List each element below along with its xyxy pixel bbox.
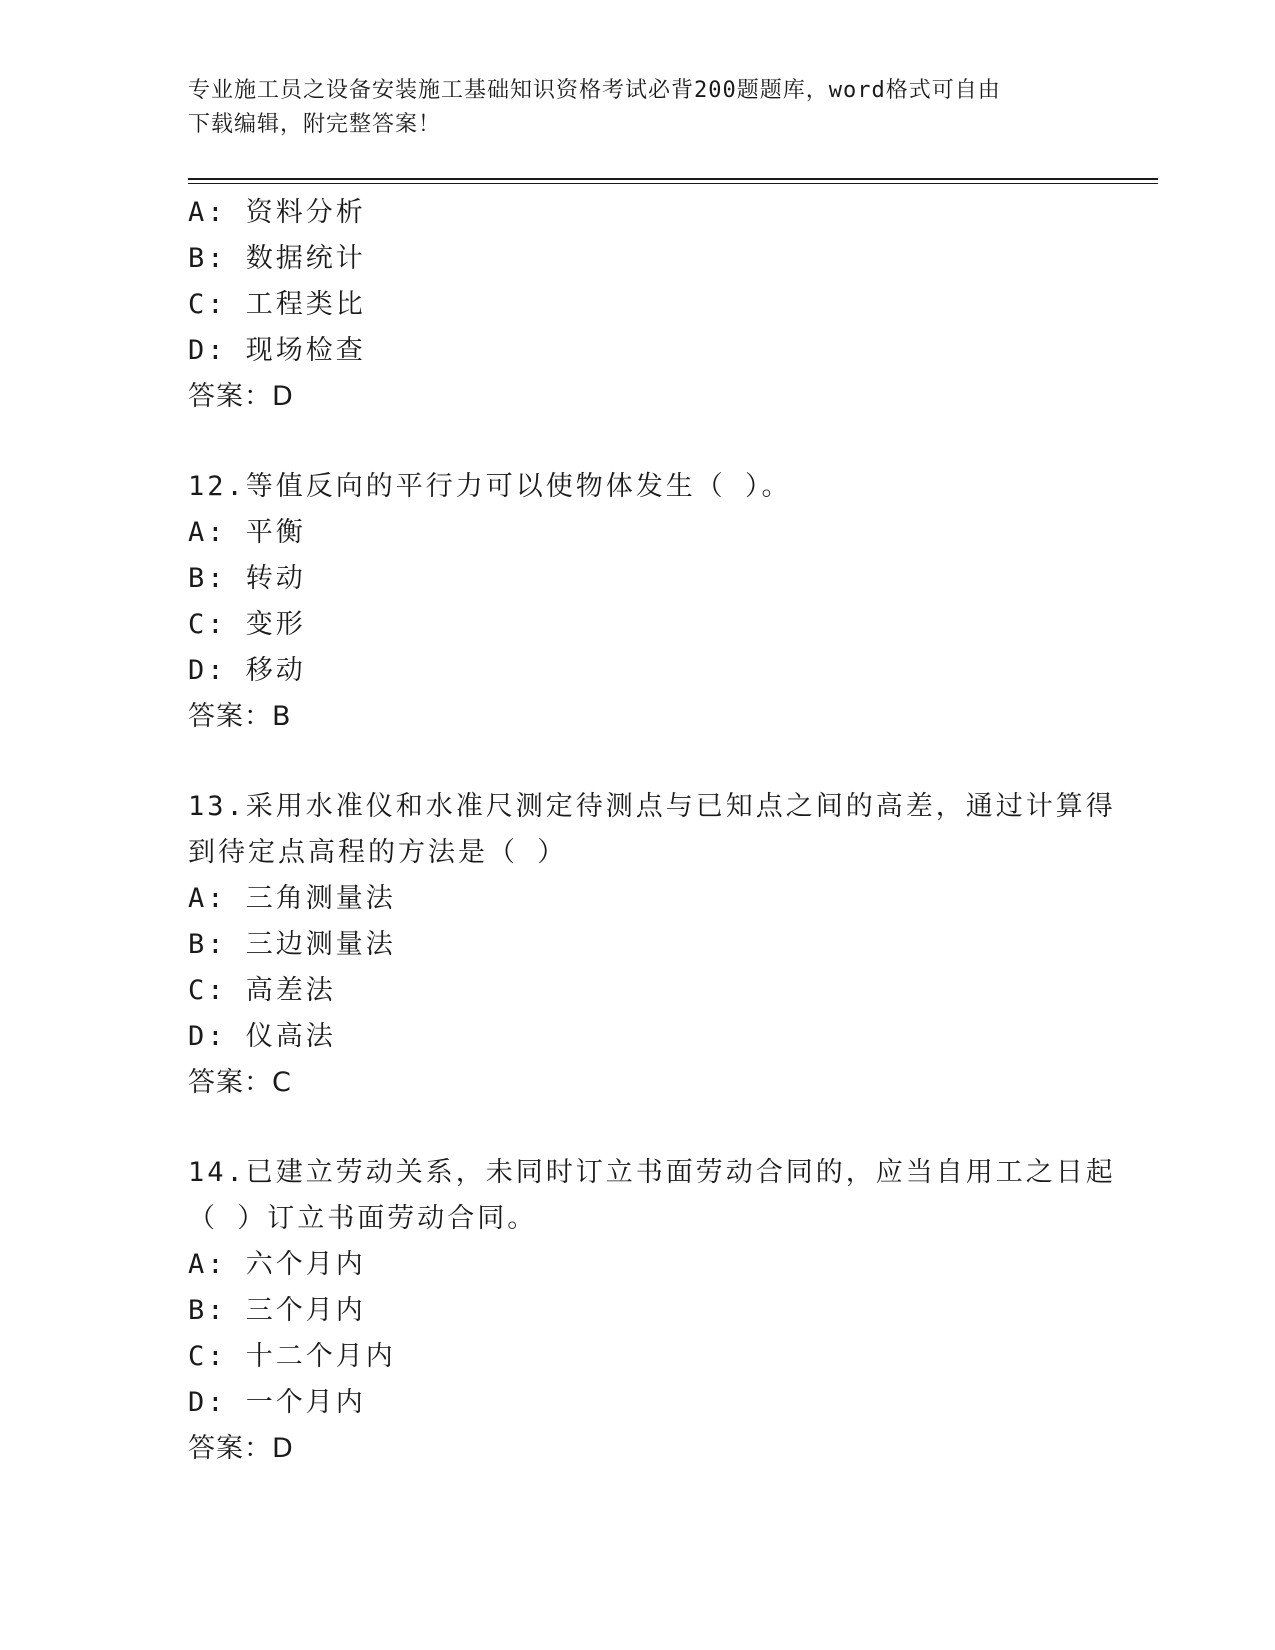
option-c: C: 变形 (188, 609, 306, 640)
question-list (188, 190, 1116, 1472)
header-line-1: 专业施工员之设备安装施工基础知识资格考试必背200题题库，word格式可自由 (188, 78, 1001, 103)
option-c: C: 高差法 (188, 975, 336, 1006)
header-divider-thick (188, 178, 1158, 180)
header-line-2: 下载编辑，附完整答案！ (188, 112, 442, 137)
question-stem-line-1: 13.采用水准仪和水准尺测定待测点与已知点之间的高差，通过计算得 (188, 791, 1116, 822)
spacer (188, 1106, 1088, 1150)
answer-line: 答案：D (188, 1433, 294, 1464)
question-stem-line-2: （ ）订立书面劳动合同。 (188, 1203, 538, 1234)
option-a: A: 三角测量法 (188, 883, 396, 914)
question-11-continuation (188, 190, 1088, 420)
option-d: D: 现场检查 (188, 335, 366, 366)
option-b: B: 转动 (188, 563, 306, 594)
document-header (188, 74, 1088, 142)
option-d: D: 移动 (188, 655, 306, 686)
option-d: D: 仪高法 (188, 1021, 336, 1052)
spacer (188, 420, 1088, 464)
question-stem-line-1: 14.已建立劳动关系，未同时订立书面劳动合同的，应当自用工之日起 (188, 1157, 1116, 1188)
option-a: A: 六个月内 (188, 1249, 366, 1280)
option-d: D: 一个月内 (188, 1387, 366, 1418)
option-b: B: 三个月内 (188, 1295, 366, 1326)
question-14 (188, 1150, 1116, 1472)
spacer (188, 740, 1088, 784)
option-b: B: 数据统计 (188, 243, 366, 274)
answer-line: 答案：B (188, 701, 292, 732)
option-a: A: 资料分析 (188, 197, 366, 228)
question-stem-line-2: 到待定点高程的方法是（ ） (188, 837, 568, 868)
answer-line: 答案：D (188, 381, 294, 412)
option-a: A: 平衡 (188, 517, 306, 548)
option-b: B: 三边测量法 (188, 929, 396, 960)
question-13 (188, 784, 1116, 1106)
question-stem: 12.等值反向的平行力可以使物体发生（ ）。 (188, 471, 792, 502)
answer-line: 答案：C (188, 1067, 292, 1098)
option-c: C: 十二个月内 (188, 1341, 396, 1372)
header-divider-thin (188, 183, 1158, 184)
option-c: C: 工程类比 (188, 289, 366, 320)
question-12 (188, 464, 1088, 740)
